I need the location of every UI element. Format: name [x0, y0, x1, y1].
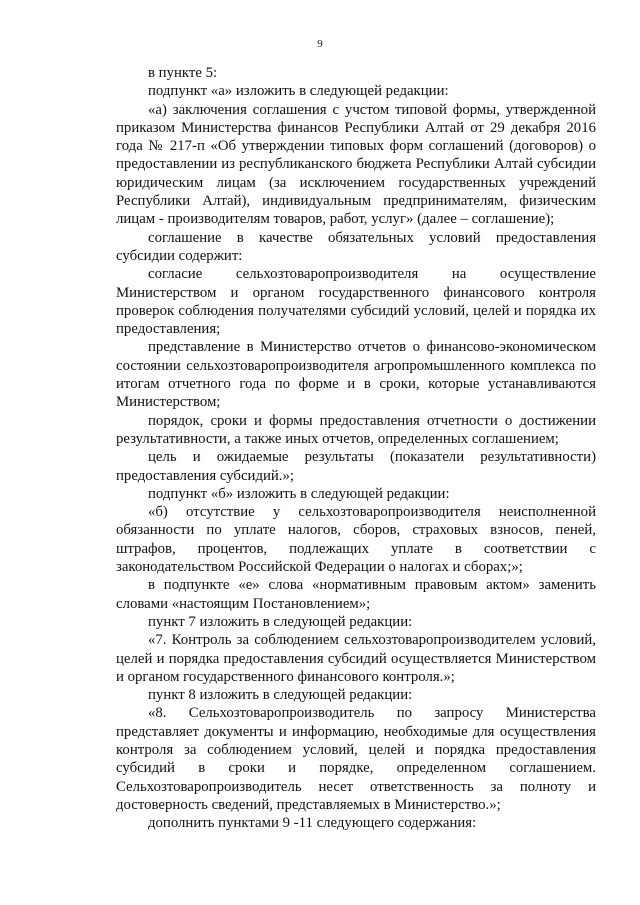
paragraph: подпункт «б» изложить в следующей редакции:	[148, 485, 450, 502]
paragraph: «8. Сельхозтоваропроизводитель по запросу Министерства представляет документы и информацию, необходимые для осуществления контроля за соблюдением условий, целей и порядка предоставления субсидий в сроки и порядке, определенном соглашением. Сельхозтоваропроизводитель несет ответственность за полноту и достоверность сведений, представляемых в Министерство.»;	[116, 705, 596, 813]
paragraph: дополнить пунктами 9 -11 следующего содержания:	[148, 815, 477, 832]
paragraph: представление в Министерство отчетов о финансово-экономическом состоянии сельхозтоваропроизводителя агропромышленного комплекса по итогам отчетного года по форме и в сроки, которые устанавливаются Министерством;	[116, 339, 596, 411]
paragraph: «а) заключения соглашения с учстом типовой формы, утвержденной приказом Министерства финансов Республики Алтай от 29 декабря 2016 года № 217-п «Об утверждении типовых форм соглашений (договоров) о предоставлении из республиканского бюджета Республики Алтай субсидии юридическим лицам (за исключением государственных учреждений Республики Алтай), индивидуальным предпринимателям, физическим лицам - производителям товаров, работ, услуг» (далее – соглашение);	[116, 101, 596, 228]
paragraph: цель и ожидаемые результаты (показатели результативности) предоставления субсидий.»;	[116, 449, 596, 484]
paragraph: в пункте 5:	[148, 65, 218, 81]
paragraph: «б) отсутствие у сельхозтоваропроизводителя неисполненной обязанности по уплате налогов, сборов, страховых взносов, пеней, штрафов, процентов, подлежащих уплате в соответствии с законодательством Российской Федерации о налогах и сборах;»;	[116, 504, 596, 576]
document-body	[116, 64, 596, 832]
paragraph: «7. Контроль за соблюдением сельхозтоваропроизводителем условий, целей и порядка предоставления субсидий осуществляется Министерством и органом государственного финансового контроля.»;	[116, 632, 596, 685]
paragraph: пункт 8 изложить в следующей редакции:	[148, 687, 413, 704]
paragraph: порядок, сроки и формы предоставления отчетности о достижении результативности, а также иных отчетов, определенных соглашением;	[116, 412, 596, 447]
paragraph: соглашение в качестве обязательных условий предоставления субсидии содержит:	[116, 229, 596, 264]
paragraph: согласие сельхозтоваропроизводителя на осуществление Министерством и органом государственного финансового контроля проверок соблюдения получателями субсидий условий, целей и порядка их предоставления;	[116, 266, 596, 338]
paragraph: подпункт «а» изложить в следующей редакции:	[148, 83, 449, 100]
page-number: 9	[317, 38, 323, 50]
paragraph: в подпункте «е» слова «нормативным правовым актом» заменить словами «настоящим Постановлением»;	[116, 577, 596, 612]
paragraph: пункт 7 изложить в следующей редакции:	[148, 613, 413, 630]
